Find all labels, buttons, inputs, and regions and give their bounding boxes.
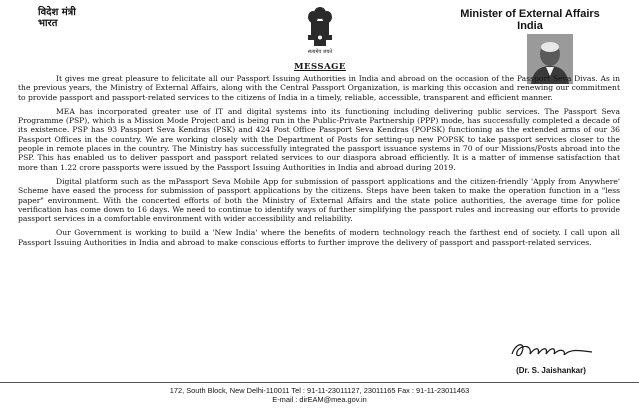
lion-capital-icon [305,4,335,48]
signatory-name: (Dr. S. Jaishankar) [516,366,586,375]
footer-divider [0,382,639,383]
emblem-motto: सत्यमेव जयते [307,49,333,55]
hindi-designation-line-1: विदेश मंत्री [38,7,76,18]
hindi-designation [38,7,76,29]
footer-address: 172, South Block, New Delhi-110011 Tel : 91-11-23011127, 23011165 Fax : 91-11-23011463 [169,386,470,395]
designation [445,8,615,32]
designation-line-1: Minister of External Affairs [460,8,600,20]
message-paragraph: Digital platform such as the mPassport Seva Mobile App for submission of passport applications and the citizen-friendly 'Apply from Anywhere' Scheme have eased the process for submission of passport applications by the citizens. Steps have been taken to make the operation function in a "less paper" environment. With the concerted efforts of both the Ministry of External Affairs and the state police authorities, the average time for police verification has come down to 16 days. We need to continue to identify ways of further simplifying the passport rules and increasing our efforts to provide passport services in a comfortable environment with wider accessibility and reliability. [18,176,620,224]
designation-line-2: India [517,20,543,32]
handwritten-signature [508,340,598,362]
message-paragraph: It gives me great pleasure to felicitate all our Passport Issuing Authorities in India and abroad on the occasion of the Passport Seva Divas. As in the previous years, the Ministry of External Affairs, along with the Central Passport Organization, is marking this occasion and renewing our commitment to provide passport and passport-related services to the citizens of India in a timely, reliable, accessible, transparent and efficient manner. [18,74,620,102]
footer-email: E-mail : dirEAM@mea.gov.in [272,395,367,404]
message-paragraph: Our Government is working to build a 'New India' where the benefits of modern technology reach the farthest end of society. I call upon all Passport Issuing Authorities in India and abroad to make conscious efforts to further improve the delivery of passport and passport-related services. [18,228,620,247]
message-paragraph: MEA has incorporated greater use of IT and digital systems into its functioning including delivering public services. The Passport Seva Programme (PSP), which is a Mission Mode Project and is being run in the Public-Private Partnership (PPP) mode, has successfully completed a decade of its existence. PSP has 93 Passport Seva Kendras (PSK) and 424 Post Office Passport Seva Kendras (POPSK) functioning as the extended arms of our 36 Passport Offices in the country. We are working closely with the Department of Posts for setting-up new POPSK to take passport services closer to the people in remote places in the country. The Ministry has successfully integrated the passport issuance systems in 70 of our Missions/Posts abroad into the PSP. This has enabled us to deliver passport and passport related services to our diaspora abroad efficiently. It is a matter of immense satisfaction that more than 1.22 crore passports were issued by the Passport Issuing Authorities in India and abroad during 2019. [18,106,620,172]
national-emblem [297,4,343,60]
message-body [18,74,620,252]
hindi-designation-line-2: भारत [38,18,58,29]
message-title: MESSAGE [294,62,346,72]
footer [0,386,639,404]
